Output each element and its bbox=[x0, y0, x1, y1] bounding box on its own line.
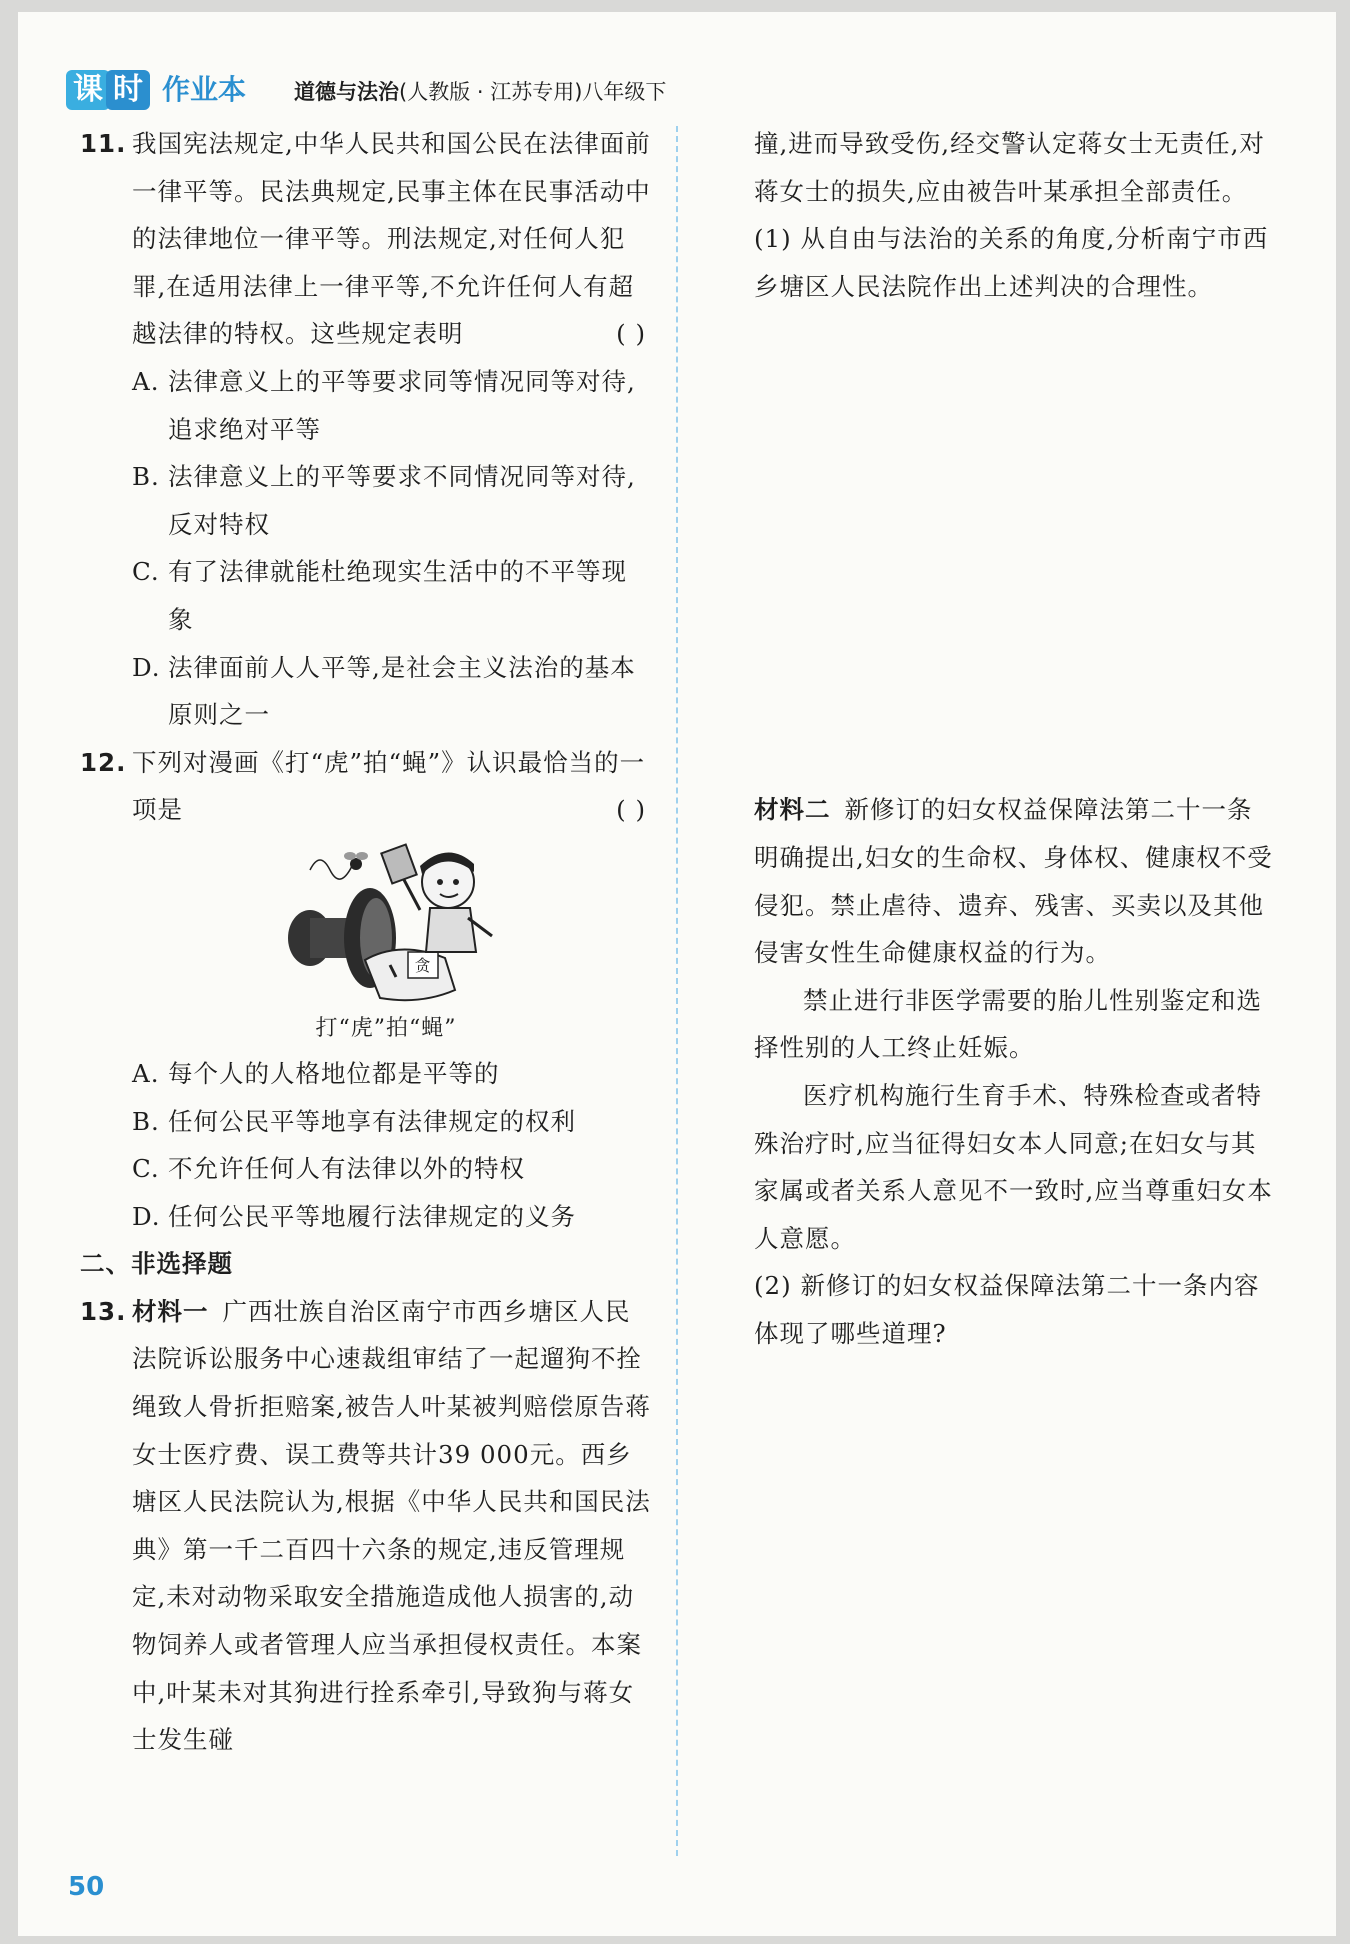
option-label: B. bbox=[132, 462, 160, 492]
option-c bbox=[80, 1145, 652, 1193]
sub-question-1: (1) 从自由与法治的关系的角度,分析南宁市西乡塘区人民法院作出上述判决的合理性。 bbox=[754, 224, 1269, 301]
question-number: 11. bbox=[80, 129, 127, 158]
option-text: 法律意义上的平等要求不同情况同等对待,反对特权 bbox=[168, 462, 636, 539]
option-c bbox=[80, 548, 652, 643]
brand-name: 作业本 bbox=[162, 73, 247, 106]
right-column bbox=[754, 120, 1274, 1358]
option-text: 不允许任何人有法律以外的特权 bbox=[168, 1154, 525, 1184]
question-number: 13. bbox=[80, 1296, 127, 1326]
option-text: 有了法律就能杜绝现实生活中的不平等现象 bbox=[168, 557, 627, 634]
option-a bbox=[80, 358, 652, 453]
answer-space bbox=[754, 310, 1274, 786]
question-12 bbox=[80, 739, 652, 834]
cartoon-drawing bbox=[270, 840, 520, 1008]
question-11 bbox=[80, 120, 652, 358]
material-1-label: 材料一 bbox=[132, 1296, 209, 1326]
option-b bbox=[80, 453, 652, 548]
option-text: 任何公民平等地享有法律规定的权利 bbox=[168, 1106, 576, 1136]
question-13 bbox=[80, 1288, 652, 1764]
subject-header bbox=[294, 76, 666, 106]
option-label: B. bbox=[132, 1106, 160, 1136]
material-2-paragraph-3: 医疗机构施行生育手术、特殊检查或者特殊治疗时,应当征得妇女本人同意;在妇女与其家属或者关系人意见不一致时,应当尊重妇女本人意愿。 bbox=[754, 1080, 1273, 1253]
option-label: A. bbox=[132, 366, 160, 396]
option-text: 每个人的人格地位都是平等的 bbox=[168, 1058, 500, 1088]
option-b bbox=[80, 1098, 652, 1146]
cartoon-image bbox=[270, 840, 520, 1008]
option-d bbox=[80, 644, 652, 739]
option-label: A. bbox=[132, 1058, 160, 1088]
answer-bracket: ( ) bbox=[616, 319, 646, 349]
material-2-label: 材料二 bbox=[754, 795, 831, 825]
option-text: 法律面前人人平等,是社会主义法治的基本原则之一 bbox=[168, 652, 636, 730]
option-label: C. bbox=[132, 1154, 160, 1184]
option-a bbox=[80, 1050, 652, 1098]
cartoon-label: 贪 bbox=[414, 955, 432, 975]
subject-name: 道德与法治 bbox=[294, 80, 399, 104]
option-text: 法律意义上的平等要求同等情况同等对待,追求绝对平等 bbox=[168, 366, 636, 444]
answer-bracket: ( ) bbox=[616, 795, 646, 825]
option-text: 任何公民平等地履行法律规定的义务 bbox=[168, 1201, 576, 1231]
option-label: D. bbox=[132, 652, 161, 682]
option-label: D. bbox=[132, 1201, 161, 1231]
question-stem: 我国宪法规定,中华人民共和国公民在法律面前一律平等。民法典规定,民事主体在民事活动中的法律地位一律平等。刑法规定,对任何人犯罪,在适用法律上一律平等,不允许任何人有超越法律的特权。这些规定表明 bbox=[132, 129, 651, 349]
left-column bbox=[80, 120, 652, 1764]
section-heading: 二、非选择题 bbox=[80, 1249, 233, 1279]
material-1-continued: 撞,进而导致受伤,经交警认定蒋女士无责任,对蒋女士的损失,应由被告叶某承担全部责任。 bbox=[754, 129, 1265, 206]
option-label: C. bbox=[132, 557, 160, 587]
subject-edition: (人教版 · 江苏专用)八年级下 bbox=[399, 80, 667, 104]
material-1-text: 广西壮族自治区南宁市西乡塘区人民法院诉讼服务中心速裁组审结了一起遛狗不拴绳致人骨折拒赔案,被告人叶某被判赔偿原告蒋女士医疗费、误工费等共计39 000元。西乡塘区人民法院认为,根据《中华人民共和国民法典》第一千二百四十六条的规定,违反管理规定,未对动物采取安全措施造成他人损害的,动物饲养人或者管理人应当承担侵权责任。本案中,叶某未对其狗进行拴系牵引,导致狗与蒋女士发生碰 bbox=[132, 1296, 651, 1755]
material-2-paragraph-1: 新修订的妇女权益保障法第二十一条明确提出,妇女的生命权、身体权、健康权不受侵犯。禁止虐待、遗弃、残害、买卖以及其他侵害女性生命健康权益的行为。 bbox=[754, 795, 1273, 968]
material-2 bbox=[754, 786, 1274, 976]
material-2-paragraph-2: 禁止进行非医学需要的胎儿性别鉴定和选择性别的人工终止妊娠。 bbox=[754, 985, 1262, 1063]
option-d bbox=[80, 1193, 652, 1241]
brand-char-1: 课 bbox=[66, 70, 110, 110]
column-divider bbox=[676, 126, 678, 1856]
brand-char-2: 时 bbox=[106, 70, 150, 110]
sub-question-2: (2) 新修订的妇女权益保障法第二十一条内容体现了哪些道理? bbox=[754, 1271, 1260, 1348]
cartoon-caption: 打“虎”拍“蝇” bbox=[315, 1015, 457, 1041]
page-number: 50 bbox=[68, 1872, 105, 1902]
question-stem: 下列对漫画《打“虎”拍“蝇”》认识最恰当的一项是 bbox=[132, 747, 646, 825]
brand-logo bbox=[66, 70, 276, 110]
question-number: 12. bbox=[80, 747, 127, 777]
